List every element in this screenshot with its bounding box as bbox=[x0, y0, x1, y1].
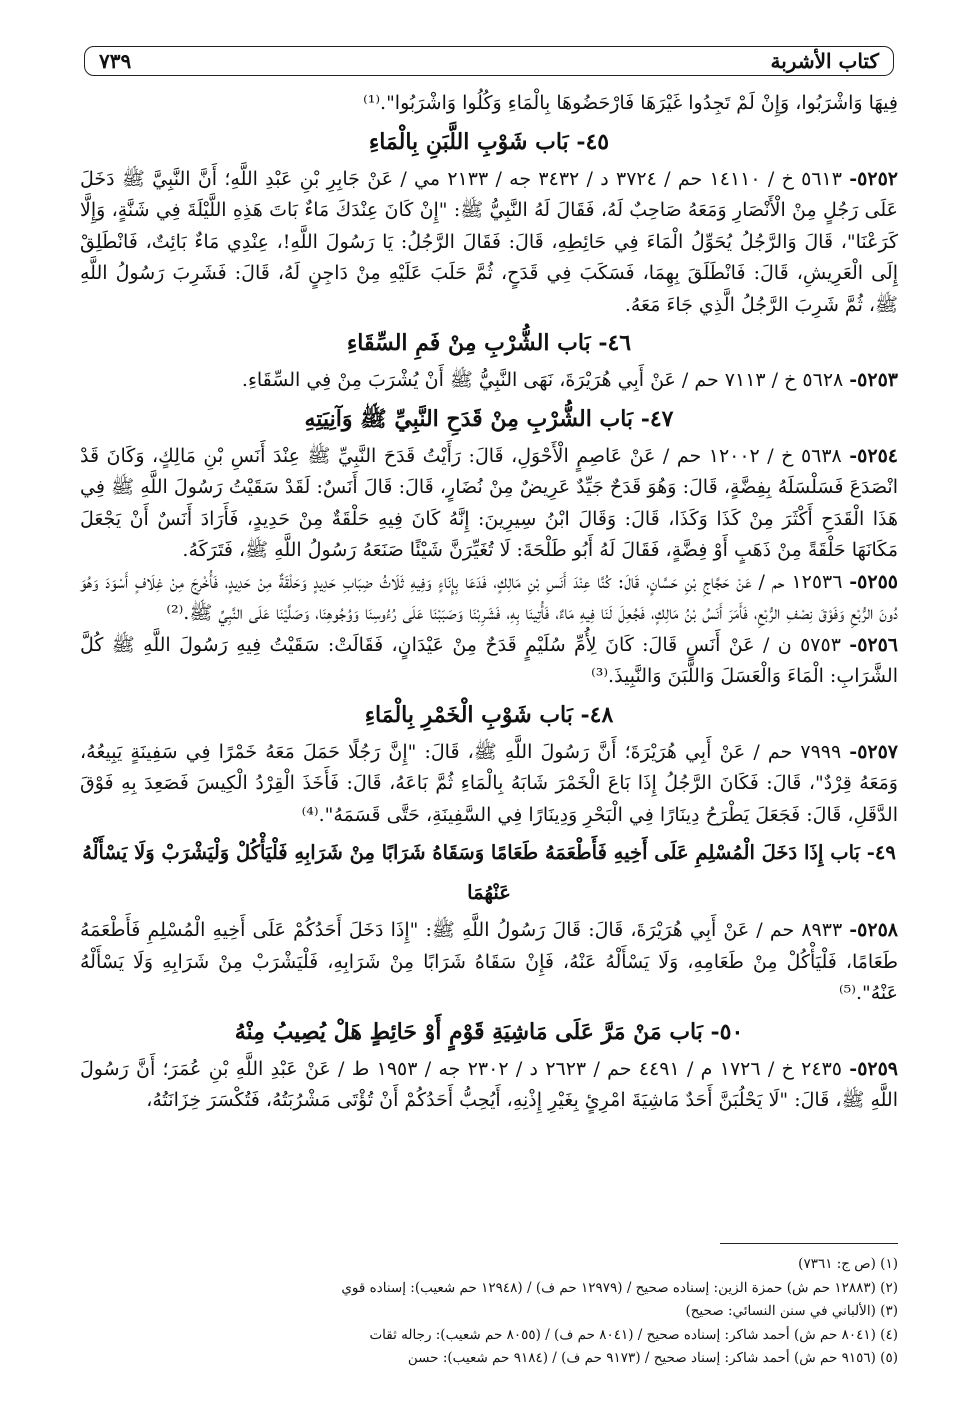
hadith-number: ٥٢٥٤- bbox=[849, 444, 898, 467]
hadith-number: ٥٢٥٩- bbox=[849, 1057, 899, 1080]
hadith-text: ٢٤٣٥ خ / ١٧٢٦ م / ٤٤٩١ حم / ٢٦٢٣ د / ٢٣٠٢ جه / ١٩٥٣ ط / عَنْ عَبْدِ اللَّهِ بْنِ عُمَرَ؛ أَنَّ رَسُولَ اللَّهِ ﷺ، قَالَ: "لَا يَحْلُبَنَّ أَحَدٌ مَاشِيَةَ امْرِئٍ بِغَيْرِ إِذْنِهِ، أَيُحِبُّ أَحَدُكُمْ أَنْ تُؤْتَى مَشْرُبَتُهُ، فَتُكْسَرَ خِزَانَتُهُ، bbox=[80, 1057, 898, 1111]
hadith-text: ٥٦١٣ خ / ١٤١١٠ حم / ٣٧٢٤ د / ٣٤٣٢ جه / ٢١٣٣ مي / عَنْ جَابِرِ بْنِ عَبْدِ اللَّهِ؛ أَنَّ النَّبِيَّ ﷺ دَخَلَ عَلَى رَجُلٍ مِنْ الْأَنْصَارِ وَمَعَهُ صَاحِبٌ لَهُ، فَقَالَ لَهُ النَّبِيُّ ﷺ: "إِنْ كَانَ عِنْدَكَ مَاءٌ بَاتَ هَذِهِ اللَّيْلَةَ فِي شَنَّةٍ، وَإِلَّا كَرَعْنَا"، قَالَ وَالرَّجُلُ يُحَوِّلُ الْمَاءَ فِي حَائِطِهِ، قَالَ: فَقَالَ الرَّجُلُ: يَا رَسُولَ اللَّهِ!، عِنْدِي مَاءٌ بَائِتٌ، فَانْطَلِقْ إِلَى الْعَرِيشِ، قَالَ: فَانْطَلَقَ بِهِمَا، فَسَكَبَ فِي قَدَحٍ، ثُمَّ حَلَبَ عَلَيْهِ مِنْ دَاجِنٍ لَهُ، قَالَ: فَشَرِبَ رَسُولُ اللَّهِ ﷺ، ثُمَّ شَرِبَ الرَّجُلُ الَّذِي جَاءَ مَعَهُ. bbox=[80, 167, 898, 316]
hadith-text: ٨٩٣٣ حم / عَنْ أَبِي هُرَيْرَةَ، قَالَ: قَالَ رَسُولُ اللَّهِ ﷺ: "إِذَا دَخَلَ أَحَدُكُمْ عَلَى أَخِيهِ الْمُسْلِمِ فَأَطْعَمَهُ طَعَامًا، فَلْيَأْكُلْ مِنْ طَعَامِهِ، وَلَا يَسْأَلْهُ عَنْهُ، فَإِنْ سَقَاهُ شَرَابًا مِنْ شَرَابِهِ، فَلْيَشْرَبْ مِنْ شَرَابِهِ وَلَا يَسْأَلْهُ عَنْهُ".⁽⁵⁾ bbox=[80, 919, 898, 1004]
continuation-paragraph: فِيهَا وَاشْرَبُوا، وَإِنْ لَمْ تَجِدُوا غَيْرَهَا فَارْحَضُوهَا بِالْمَاءِ وَكُلُوا وَاشْرَبُوا".⁽¹⁾ bbox=[363, 92, 898, 114]
page-content bbox=[80, 88, 898, 1117]
hadith-5254 bbox=[80, 441, 898, 567]
hadith-text: ٥٧٥٣ ن / عَنْ أَنَسٍ قَالَ: كَانَ لِأُمِّ سُلَيْمٍ قَدَحٌ مِنْ عَيْدَانٍ، فَقَالَتْ: سَقَيْتُ فِيهِ رَسُولَ اللَّهِ ﷺ كُلَّ الشَّرَابِ: الْمَاءَ وَالْعَسَلَ وَاللَّبَنَ وَالنَّبِيذَ.⁽³⁾ bbox=[80, 633, 898, 687]
hadith-5252 bbox=[80, 164, 898, 322]
footnote-1: (١) (ص ج: ٧٣٦١) bbox=[798, 1256, 898, 1272]
hadith-5255 bbox=[80, 567, 898, 630]
hadith-number: ٥٢٥٧- bbox=[849, 740, 899, 763]
chapter-heading-48: ٤٨- بَاب شَوْبِ الْخَمْرِ بِالْمَاءِ bbox=[364, 701, 614, 728]
footnote-divider bbox=[720, 1243, 898, 1244]
hadith-number: ٥٢٥٢- bbox=[849, 167, 898, 190]
footnote-2: (٢) (١٢٨٨٣ حم ش) حمزة الزين: إسناده صحيح / (١٢٩٧٩ حم ف) / (١٢٩٤٨ حم شعيب): إسناده قوي bbox=[341, 1279, 898, 1296]
hadith-number: ٥٢٥٥- bbox=[849, 570, 898, 593]
hadith-5258 bbox=[80, 915, 898, 1010]
hadith-text: ١٢٥٣٦ حم / عَنْ حَجَّاجِ بْنِ حَسَّانٍ، قَالَ: كُنَّا عِنْدَ أَنَسِ بْنِ مَالِكٍ، فَدَعَا بِإِنَاءٍ وَفِيهِ ثَلَاثُ ضِبَابِ حَدِيدٍ وَحَلْقَةٌ مِنْ حَدِيدٍ، فَأُخْرِجَ مِنْ غِلَافٍ أَسْوَدَ وَهُوَ دُونَ الرُّبْعِ وَفَوْقَ نِصْفِ الرُّبْعِ، فَأَمَرَ أَنَسُ بْنُ مَالِكٍ، فَجُعِلَ لَنَا فِيهِ مَاءٌ، فَأُتِينَا بِهِ، فَشَرِبْنَا وَصَبَبْنَا عَلَى رُءُوسِنَا وَوُجُوهِنَا، وَصَلَّيْنَا عَلَى النَّبِيِّ ﷺ.⁽²⁾ bbox=[80, 570, 898, 624]
chapter-heading-46: ٤٦- بَاب الشُّرْبِ مِنْ فَمِ السِّقَاءِ bbox=[346, 330, 632, 356]
hadith-5257 bbox=[80, 737, 898, 832]
footnotes bbox=[80, 1253, 898, 1371]
chapter-heading-50: ٥٠- بَاب مَنْ مَرَّ عَلَى مَاشِيَةِ قَوْمٍ أَوْ حَائِطٍ هَلْ يُصِيبُ مِنْهُ bbox=[234, 1018, 744, 1045]
hadith-number: ٥٢٥٨- bbox=[849, 919, 898, 941]
chapter-heading-45: ٤٥- بَاب شَوْبِ اللَّبَنِ بِالْمَاءِ bbox=[368, 128, 610, 155]
page-number: ٧٣٩ bbox=[99, 49, 132, 73]
chapter-heading-49: ٤٩- بَاب إِذَا دَخَلَ الْمُسْلِمِ عَلَى أَخِيهِ فَأَطْعَمَهُ طَعَامًا وَسَقَاهُ شَرَابًا مِنْ شَرَابِهِ فَلْيَأْكُلْ وَلْيَشْرَبْ وَلَا يَسْأَلْهُ عَنْهُمَا bbox=[82, 841, 896, 904]
hadith-text: ٥٦٢٨ خ / ٧١١٣ حم / عَنْ أَبِي هُرَيْرَةَ، نَهَى النَّبِيُّ ﷺ أَنْ يُشْرَبَ مِنْ فِي السِّقَاءِ. bbox=[241, 369, 844, 391]
hadith-number: ٥٢٥٦- bbox=[849, 633, 899, 656]
book-title: كتاب الأشربة bbox=[770, 49, 879, 73]
hadith-5253 bbox=[80, 365, 898, 397]
footnote-3: (٣) (الألباني في سنن النسائي: صحيح) bbox=[685, 1303, 898, 1319]
hadith-text: ٥٦٣٨ خ / ١٢٠٠٢ حم / عَنْ عَاصِمٍ الْأَحْوَلِ، قَالَ: رَأَيْتُ قَدَحَ النَّبِيِّ ﷺ عِنْدَ أَنَسِ بْنِ مَالِكٍ، وَكَانَ قَدْ انْصَدَعَ فَسَلْسَلَهُ بِفِضَّةٍ، قَالَ: وَهُوَ قَدَحٌ جَيِّدٌ عَرِيضٌ مِنْ نُضَارٍ، قَالَ: قَالَ أَنَسٌ: لَقَدْ سَقَيْتُ رَسُولَ اللَّهِ ﷺ فِي هَذَا الْقَدَحِ أَكْثَرَ مِنْ كَذَا وَكَذَا، قَالَ: وَقَالَ ابْنُ سِيرِينَ: إِنَّهُ كَانَ فِيهِ حَلْقَةٌ مِنْ حَدِيدٍ، فَأَرَادَ أَنَسٌ أَنْ يَجْعَلَ مَكَانَهَا حَلْقَةً مِنْ ذَهَبٍ أَوْ فِضَّةٍ، فَقَالَ لَهُ أَبُو طَلْحَةَ: لَا تُغَيِّرَنَّ شَيْئًا صَنَعَهُ رَسُولُ اللَّهِ ﷺ، فَتَرَكَهُ. bbox=[80, 444, 898, 561]
hadith-5259 bbox=[80, 1054, 898, 1117]
chapter-heading-47: ٤٧- بَاب الشُّرْبِ مِنْ قَدَحِ النَّبِيِّ ﷺ وَآنِيَتِهِ bbox=[304, 405, 674, 432]
footnote-4: (٤) (٨٠٤١ حم ش) أحمد شاكر: إسناده صحيح / (٨٠٤١ حم ف) / (٨٠٥٥ حم شعيب): رجاله ثقات bbox=[369, 1326, 898, 1343]
hadith-number: ٥٢٥٣- bbox=[849, 369, 898, 391]
hadith-5256 bbox=[80, 630, 898, 693]
footnote-5: (٥) (٩١٥٦ حم ش) أحمد شاكر: إسناد صحيح / (٩١٧٣ حم ف) / (٩١٨٤ حم شعيب): حسن bbox=[407, 1350, 898, 1366]
page-header bbox=[84, 46, 894, 76]
hadith-text: ٧٩٩٩ حم / عَنْ أَبِي هُرَيْرَةَ؛ أَنَّ رَسُولَ اللَّهِ ﷺ، قَالَ: "إِنَّ رَجُلًا حَمَلَ مَعَهُ خَمْرًا فِي سَفِينَةٍ يَبِيعُهُ، وَمَعَهُ قِرْدٌ"، قَالَ: فَكَانَ الرَّجُلُ إِذَا بَاعَ الْخَمْرَ شَابَهُ بِالْمَاءِ ثُمَّ بَاعَهُ، قَالَ: فَأَخَذَ الْقِرْدُ الْكِيسَ فَصَعِدَ بِهِ فَوْقَ الدَّقَلِ، قَالَ: فَجَعَلَ يَطْرَحُ دِينَارًا فِي الْبَحْرِ وَدِينَارًا فِي السَّفِينَةِ، حَتَّى قَسَمَهُ".⁽⁴⁾ bbox=[80, 740, 898, 826]
